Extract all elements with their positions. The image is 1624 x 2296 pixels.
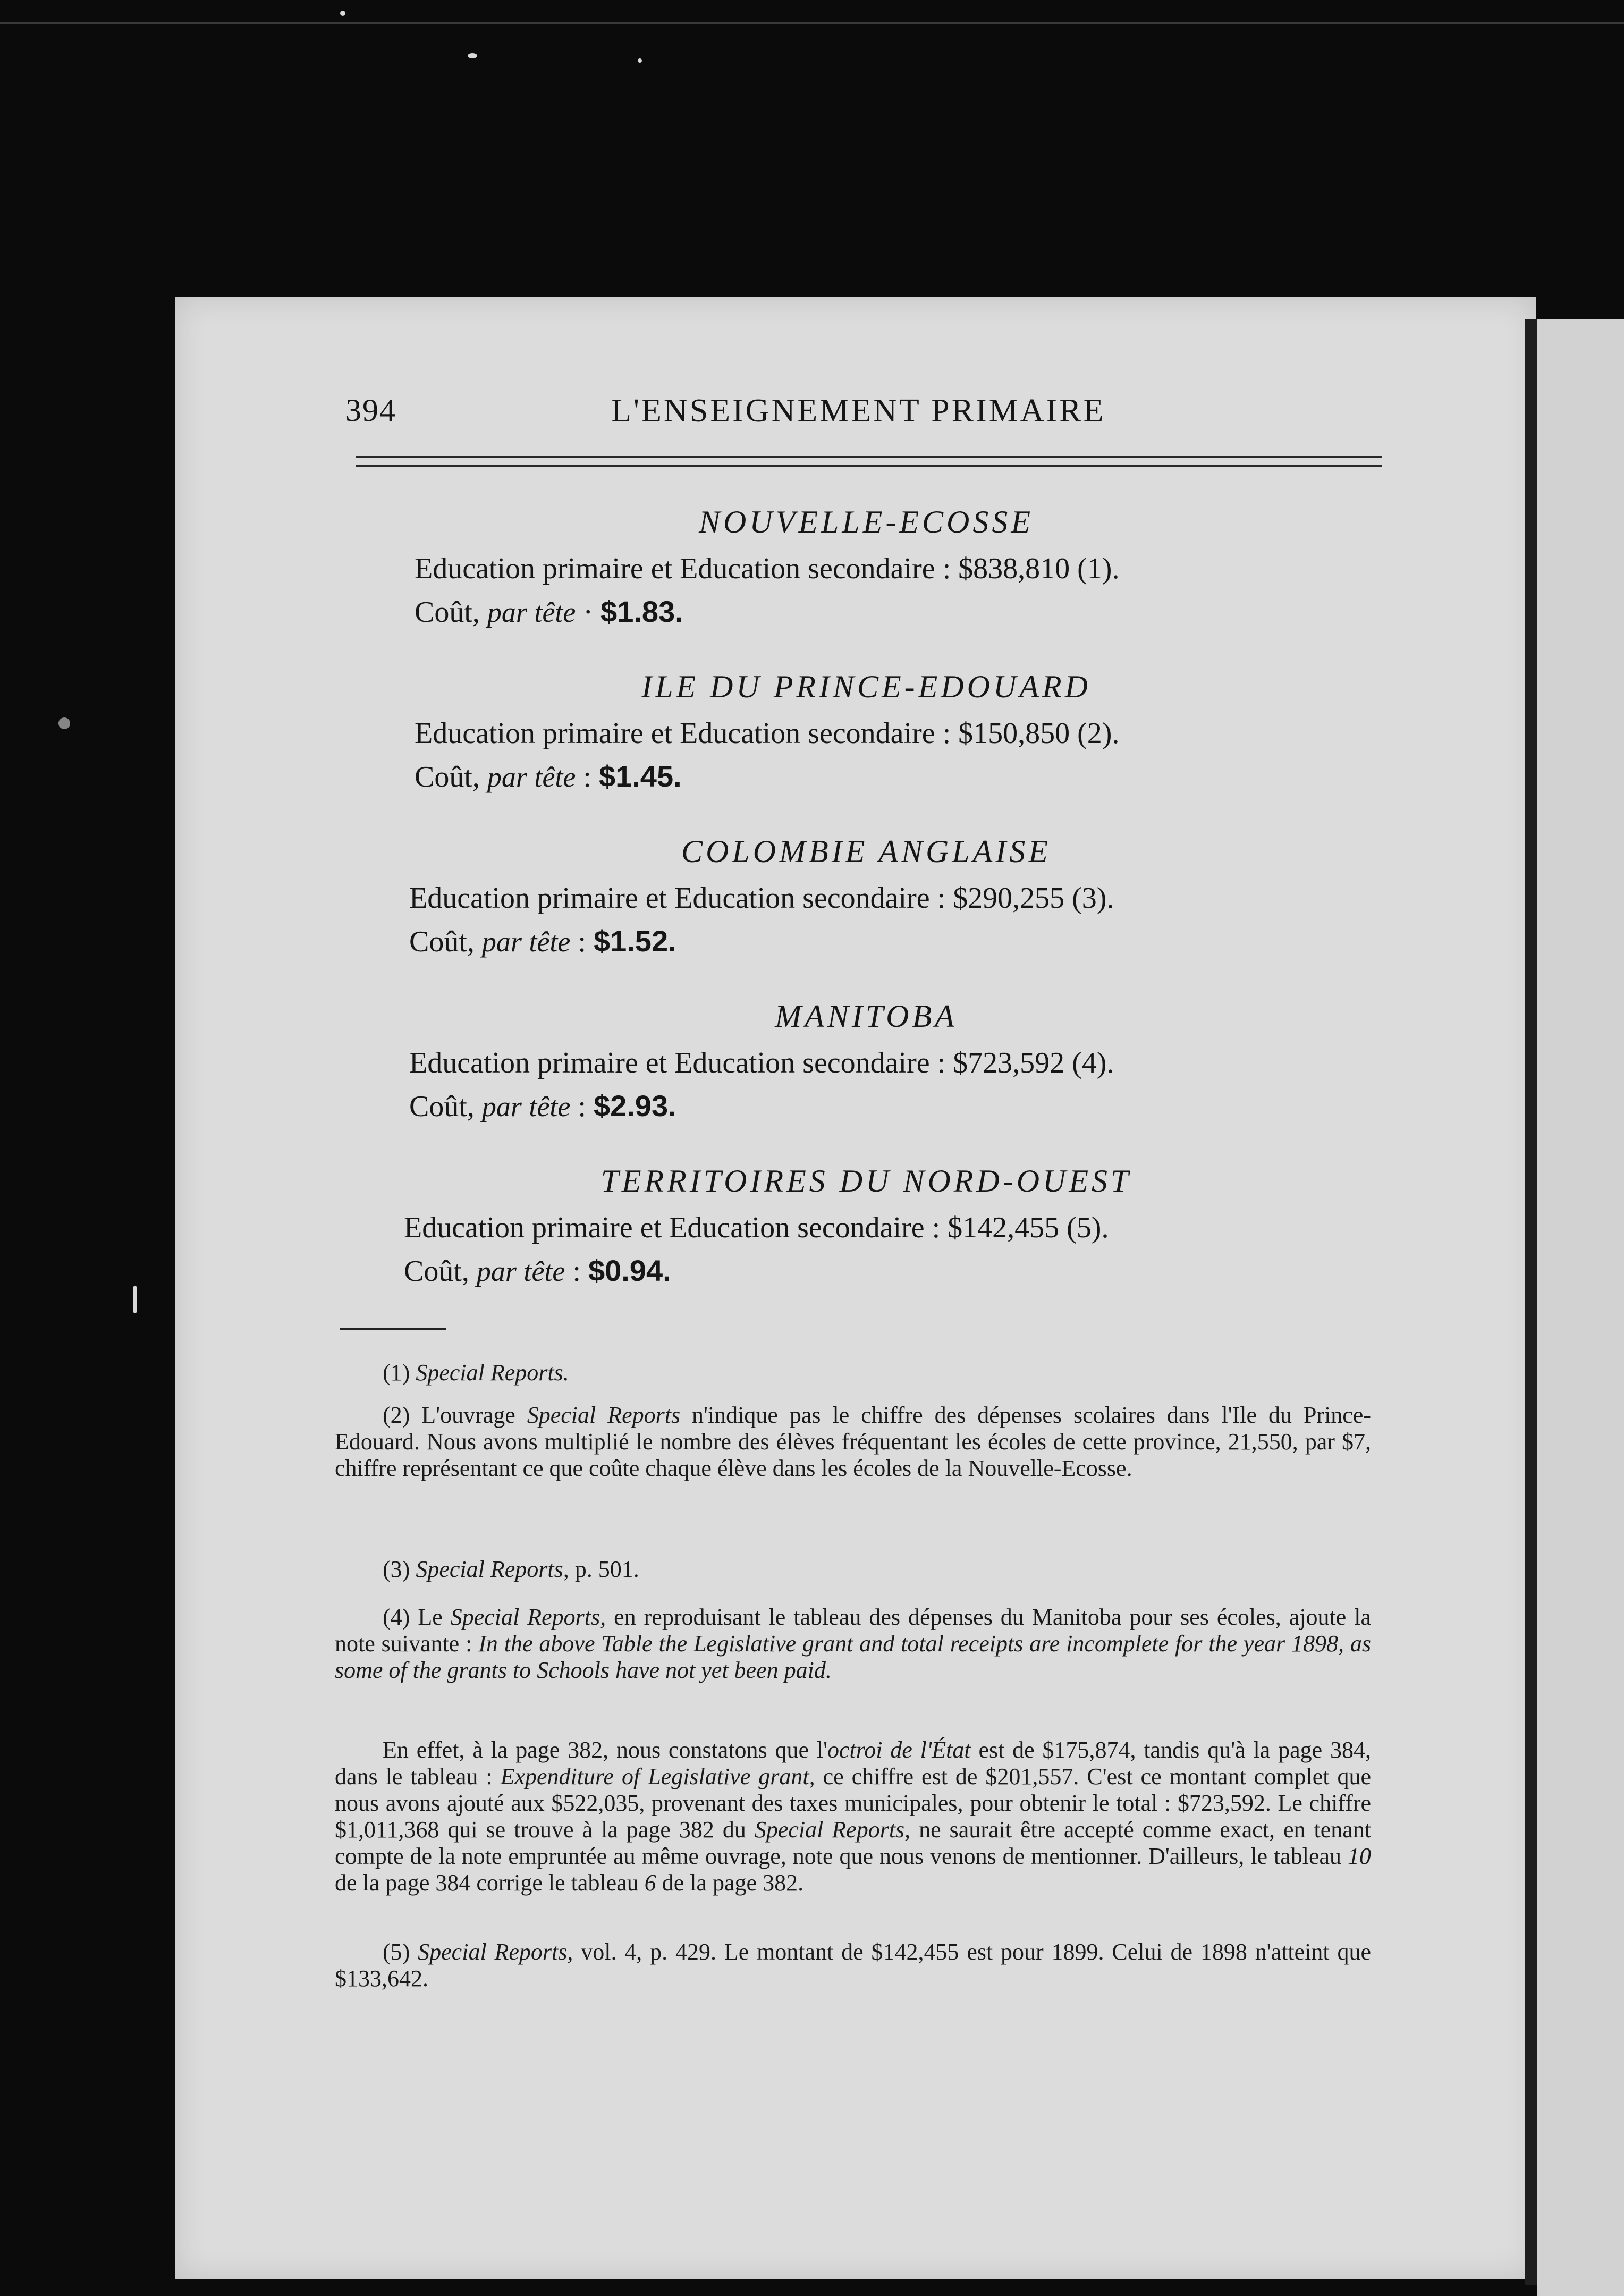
cost-prefix: Coût, [404,1255,469,1288]
cost-value: $1.83. [600,595,683,628]
cost-prefix: Coût, [415,761,480,794]
footnote-citation: Special Reports, [418,1939,573,1965]
film-speck [133,1286,137,1313]
cost-prefix: Coût, [415,596,480,629]
footnote-text: de la page 382. [662,1870,804,1896]
education-line: Education primaire et Education secondaire : $838,810 (1). [415,552,1120,585]
footnote-italic: 6 [644,1870,656,1896]
page-number: 394 [345,393,396,428]
cost-italic: par tête [481,1091,571,1122]
cost-italic: par tête [487,761,576,793]
footnote-text: n'indique pas le chiffre des dépenses scolaires dans l'Ile du Prince-Edouard. Nous avons multiplié le nombre des élèves fréquentant les écoles de cette province, 21,550, par $7, chiffre représentant ce que coûte chaque élève dans les écoles de la Nouvelle-Ecosse. [335,1402,1372,1481]
footnote-italic: octroi de l'État [827,1737,971,1763]
footnote-rule [340,1328,446,1330]
footnote-citation: Special Reports, [416,1556,569,1582]
footnote-marker: (4) [383,1604,410,1630]
film-speck [638,58,642,63]
footnote-1 [383,1360,1371,1386]
section-title: MANITOBA [775,999,958,1034]
education-line: Education primaire et Education secondaire : $150,850 (2). [415,717,1120,750]
film-edge-line [0,22,1624,24]
footnote-4-continued [335,1737,1371,1896]
footnote-citation: Special Reports. [416,1360,569,1386]
footnote-citation: Special Reports [527,1402,681,1428]
running-title: L'ENSEIGNEMENT PRIMAIRE [611,393,1106,429]
cost-separator: · [583,596,594,629]
cost-line [415,594,683,629]
facing-page-edge [1537,319,1624,2296]
film-speck [468,53,477,58]
footnote-text: L'ouvrage [421,1402,515,1428]
cost-value: $2.93. [593,1089,676,1122]
cost-italic: par tête [476,1255,565,1287]
cost-value: $1.45. [598,759,682,793]
footnote-text: de la page 384 corrige le tableau [335,1870,639,1896]
footnote-text: ce chiffre est de $201,557. C'est ce montant complet que nous avons ajouté aux $522,035, provenant des taxes municipales, pour obtenir le total : $723,592. Le chiffre $1,011,368 qui se trouve à la page 382 du [335,1763,1372,1843]
header-rule [356,456,1382,458]
section-title: TERRITOIRES DU NORD-OUEST [600,1163,1132,1198]
education-line: Education primaire et Education secondaire : $290,255 (3). [409,882,1114,915]
footnote-text: vol. 4, p. 429. Le montant de $142,455 est pour 1899. Celui de 1898 n'atteint que $133,642. [335,1939,1372,1991]
cost-separator: : [578,1090,586,1123]
cost-line [404,1253,671,1288]
footnote-quote: In the above Table the Legislative grant and total receipts are incomplete for the year 1898, as some of the grants to Schools have not yet been paid. [335,1631,1372,1683]
education-line: Education primaire et Education secondaire : $142,455 (5). [404,1211,1109,1244]
cost-italic: par tête [481,926,571,958]
film-speck [58,718,70,729]
cost-separator: : [578,925,586,958]
page-content [175,297,1536,2279]
footnote-citation: Special Reports, [754,1817,911,1843]
cost-line [409,924,676,959]
footnote-marker: (2) [383,1402,410,1428]
cost-italic: par tête [487,596,576,628]
footnote-text: p. 501. [574,1556,639,1582]
page-gutter [1525,319,1537,2285]
footnote-italic: 10 [1348,1843,1371,1869]
cost-line [409,1088,676,1124]
footnote-text: En effet, à la page 382, nous constatons que l' [383,1737,827,1763]
cost-separator: : [572,1255,581,1288]
footnote-citation: Special Reports, [450,1604,606,1630]
footnote-3 [383,1556,1371,1583]
footnote-text: est de $175,874, tandis qu'à la page 384, dans le tableau : [335,1737,1371,1789]
section-title: ILE DU PRINCE-EDOUARD [641,669,1091,704]
footnote-marker: (5) [383,1939,410,1965]
book-page [175,297,1536,2279]
footnote-text: ne saurait être accepté comme exact, en tenant compte de la note empruntée au même ouvrage, note que nous venons de mentionner. D'ailleurs, le tableau [335,1817,1372,1869]
section-title: COLOMBIE ANGLAISE [681,834,1051,869]
footnote-4 [335,1604,1371,1684]
film-speck [340,11,345,16]
cost-prefix: Coût, [409,925,475,958]
cost-separator: : [583,761,591,794]
cost-prefix: Coût, [409,1090,475,1123]
education-line: Education primaire et Education secondaire : $723,592 (4). [409,1046,1114,1079]
section-title: NOUVELLE-ECOSSE [699,504,1034,539]
footnote-marker: (3) [383,1556,410,1582]
cost-value: $0.94. [588,1254,671,1287]
footnote-text: en reproduisant le tableau des dépenses du Manitoba pour ses écoles, ajoute la note suivante : [335,1604,1372,1657]
footnote-marker: (1) [383,1360,410,1386]
cost-value: $1.52. [593,924,676,958]
footnote-italic: Expenditure of Legislative grant, [500,1763,815,1789]
footnote-2 [335,1402,1371,1482]
header-rule [356,465,1382,467]
footnote-5 [335,1939,1371,1992]
footnote-text: Le [418,1604,443,1630]
cost-line [415,759,682,794]
